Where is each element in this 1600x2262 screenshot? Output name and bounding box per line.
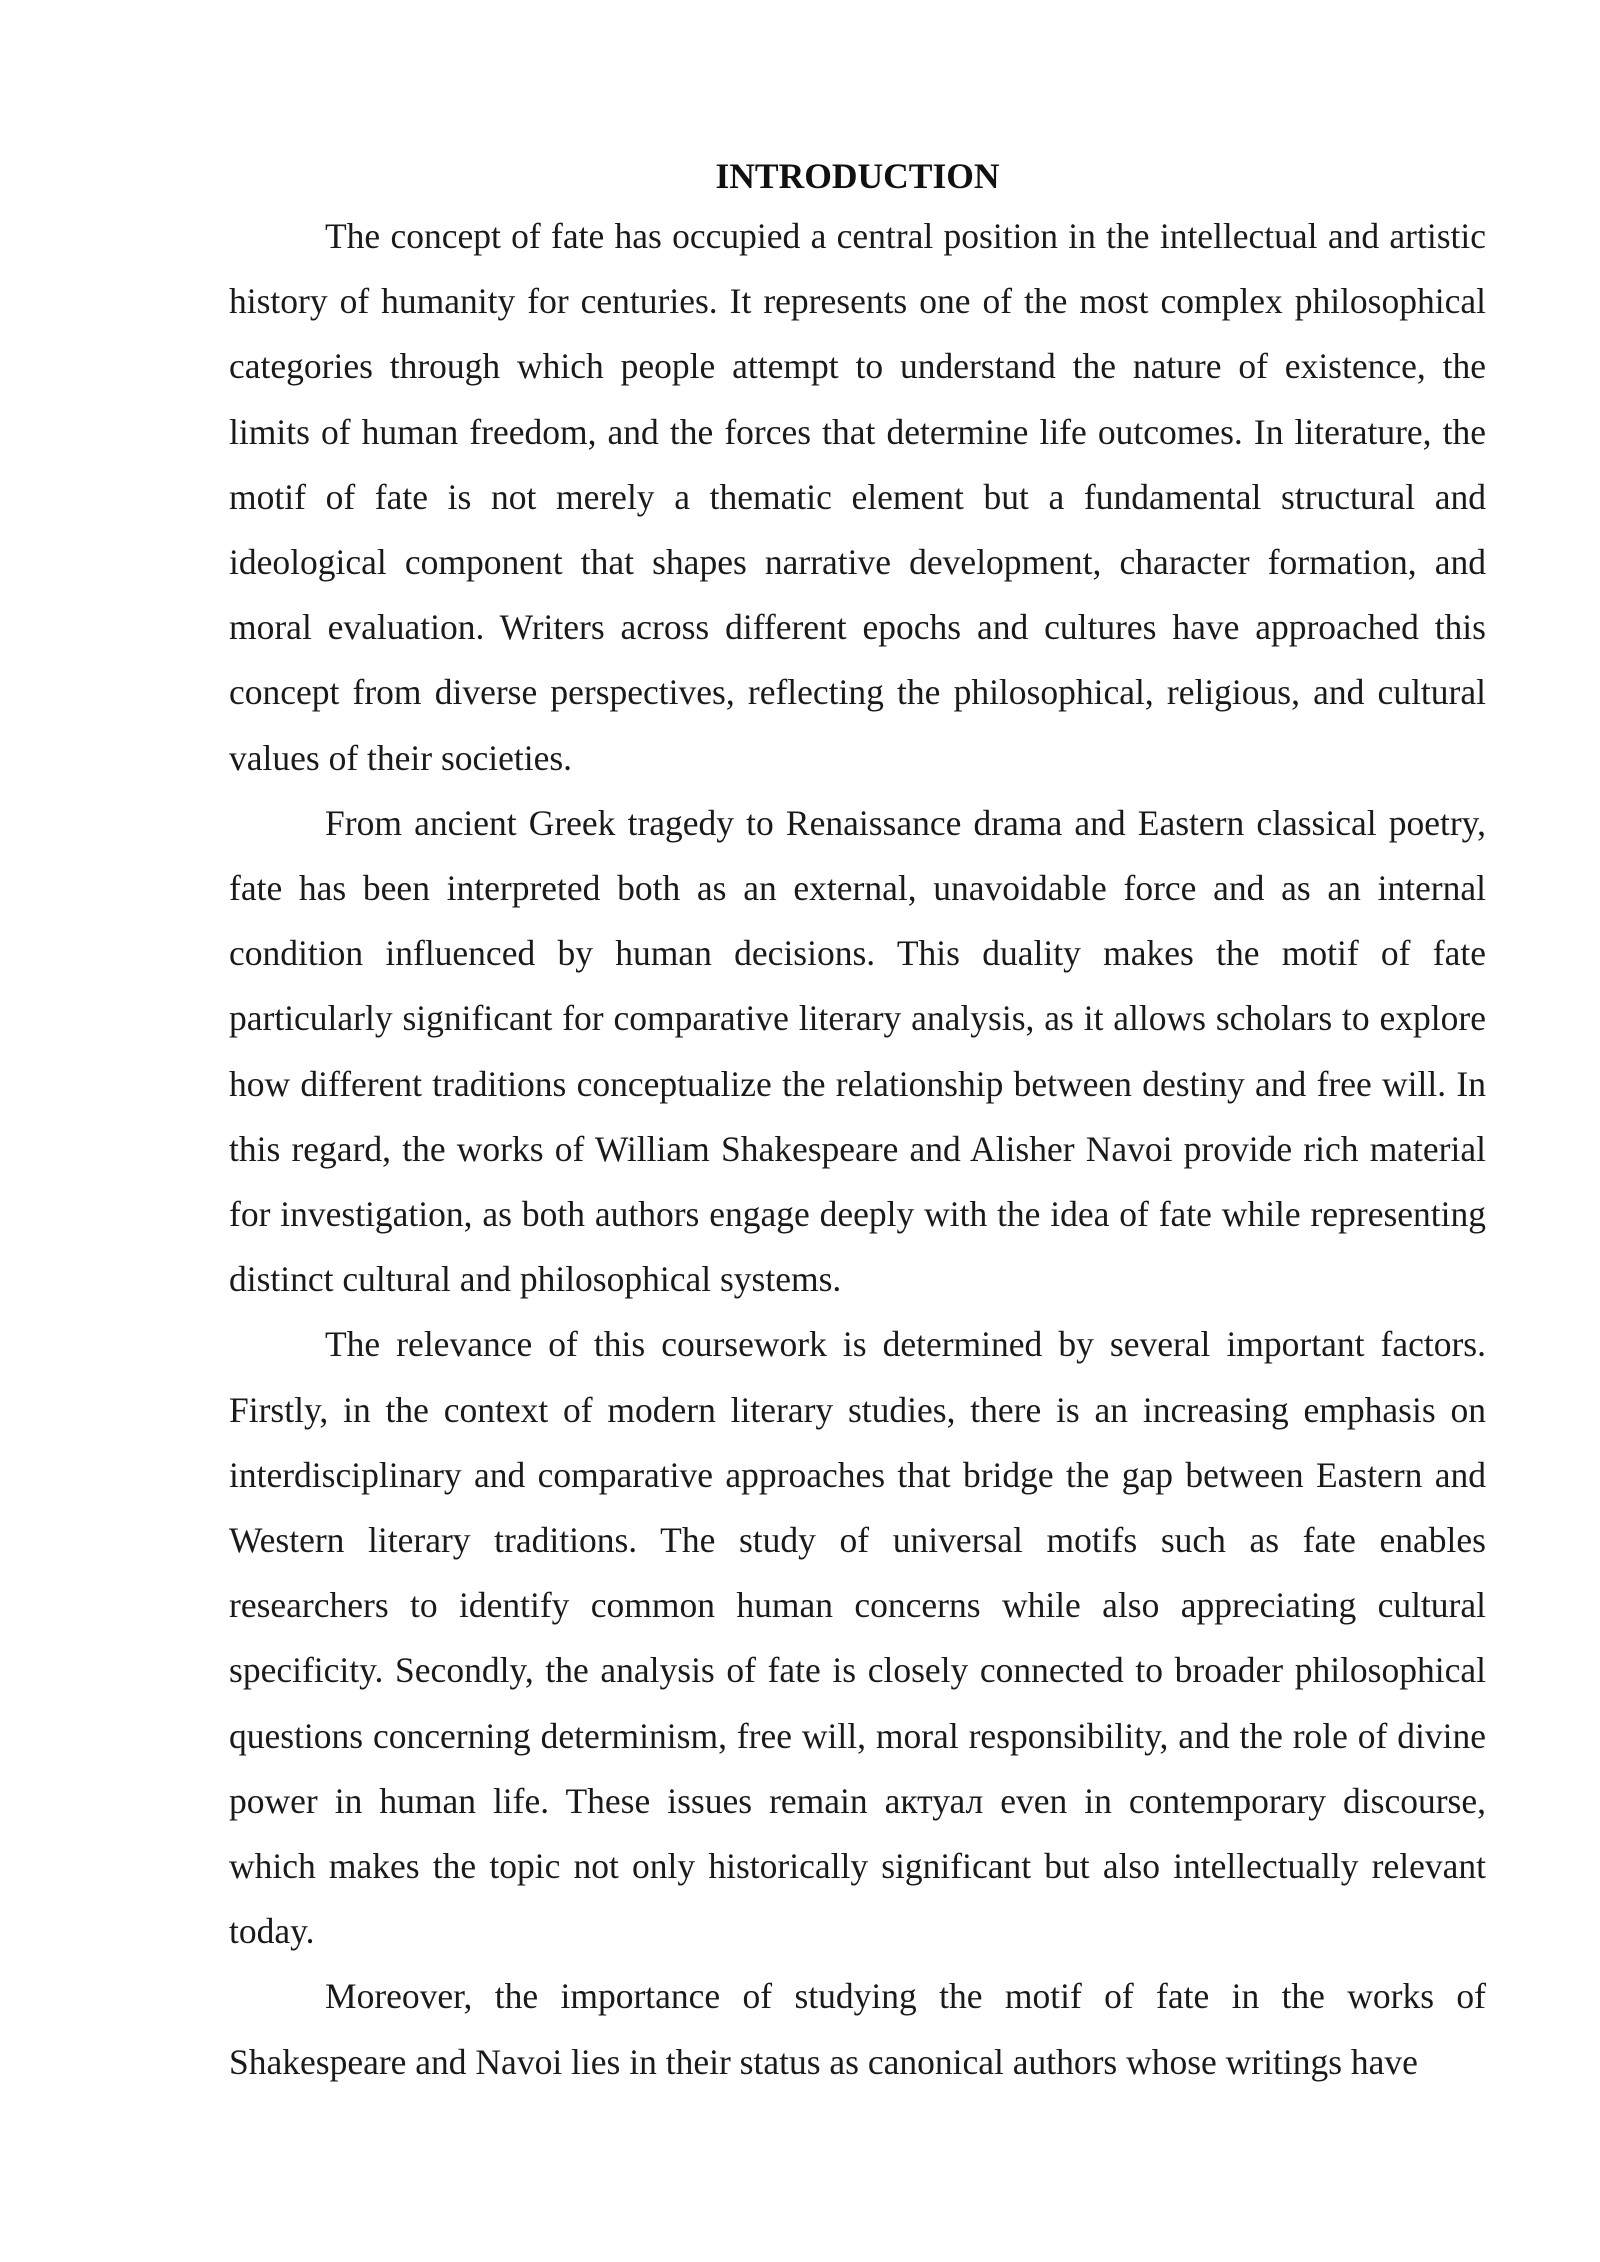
page-title: INTRODUCTION <box>715 156 1000 196</box>
paragraph: The relevance of this coursework is determined by several important factors. Firstly, in the context of modern literary studies, there is an increasing emphasis on interdisciplinary and comparative approaches that bridge the gap between Eastern and Western literary traditions. The study of universal motifs such as fate enables researchers to identify common human concerns while also appreciating cultural specificity. Secondly, the analysis of fate is closely connected to broader philosophical questions concerning determinism, free will, moral responsibility, and the role of divine power in human life. These issues remain актуал even in contemporary discourse, which makes the topic not only historically significant but also intellectually relevant today. <box>229 1324 1486 1952</box>
paragraph: Moreover, the importance of studying the motif of fate in the works of Shakespeare and Navoi lies in their status as canonical authors whose writings have <box>229 1976 1486 2082</box>
document-body <box>229 148 1486 2095</box>
paragraph: From ancient Greek tragedy to Renaissance drama and Eastern classical poetry, fate has been interpreted both as an external, unavoidable force and as an internal condition influenced by human decisions. This duality makes the motif of fate particularly significant for comparative literary analysis, as it allows scholars to explore how different traditions conceptualize the relationship between destiny and free will. In this regard, the works of William Shakespeare and Alisher Navoi provide rich material for investigation, as both authors engage deeply with the idea of fate while representing distinct cultural and philosophical systems. <box>229 802 1486 1300</box>
paragraph: The concept of fate has occupied a central position in the intellectual and artistic history of humanity for centuries. It represents one of the most complex philosophical categories through which people attempt to understand the nature of existence, the limits of human freedom, and the forces that determine life outcomes. In literature, the motif of fate is not merely a thematic element but a fundamental structural and ideological component that shapes narrative development, character formation, and moral evaluation. Writers across different epochs and cultures have approached this concept from diverse perspectives, reflecting the philosophical, religious, and cultural values of their societies. <box>229 216 1486 778</box>
